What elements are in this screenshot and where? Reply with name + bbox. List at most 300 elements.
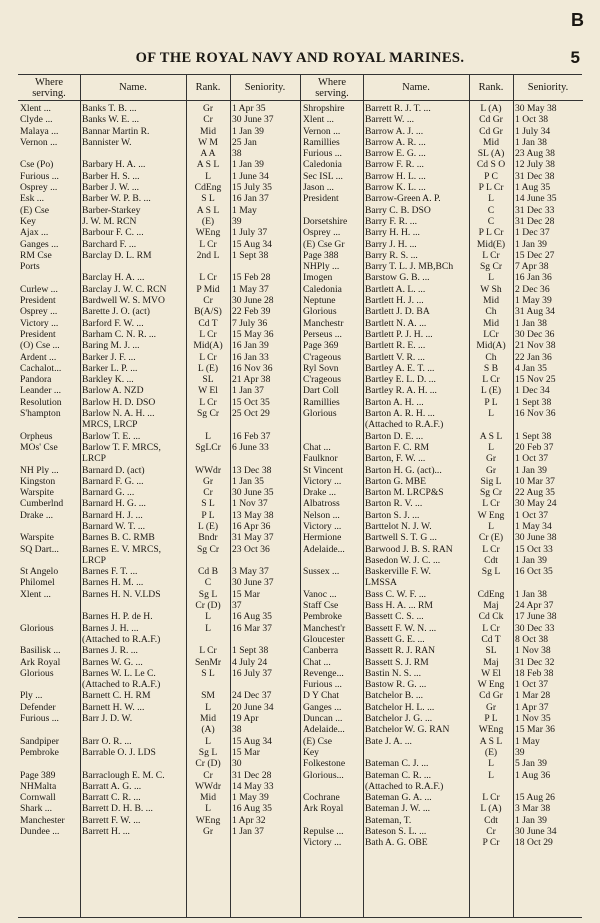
seniority-cell: 1 Dec 34 — [515, 385, 550, 397]
seniority-cell: 16 July 37 — [232, 667, 272, 679]
seniority-cell: 1 Jan 38 — [515, 588, 547, 600]
table-row — [301, 148, 583, 159]
rank-cell: W Eng — [477, 679, 505, 691]
rank-cell: Cr (E) — [478, 532, 504, 544]
seniority-cell: 30 June 37 — [232, 114, 274, 126]
name-cell: Barnes J. H. ... — [82, 622, 139, 634]
table-row — [301, 408, 583, 419]
where-serving-cell: Page 369 — [303, 340, 339, 352]
name-cell: Barrow E. G. ... — [365, 148, 426, 160]
where-serving-cell: Chat ... — [303, 656, 331, 668]
seniority-cell: 30 June 35 — [232, 487, 274, 499]
table-row — [301, 306, 583, 317]
where-serving-cell: Shropshire — [303, 103, 345, 114]
where-serving-cell: Osprey ... — [20, 306, 58, 318]
rank-cell: W El — [481, 667, 501, 679]
col-header-where: Where serving. — [18, 75, 80, 101]
seniority-cell: 1 May — [232, 204, 257, 216]
name-cell: Bateman C. J. ... — [365, 758, 429, 770]
table-row — [301, 182, 583, 193]
name-cell: Barrow K. L. ... — [365, 182, 426, 194]
rank-cell: S L — [201, 193, 215, 205]
table-row — [18, 205, 300, 216]
name-cell: Barstow G. B. ... — [365, 272, 430, 284]
where-serving-cell: Vernon ... — [303, 125, 341, 137]
where-serving-cell: NH Ply ... — [20, 464, 59, 476]
where-serving-cell: Vernon ... — [20, 136, 58, 148]
rank-cell: SM — [201, 690, 215, 702]
where-serving-cell: Furious ... — [20, 713, 59, 725]
rank-cell: Ch — [485, 306, 497, 318]
where-serving-cell: Ports — [20, 261, 40, 273]
name-cell: (Attached to R.A.F.) — [365, 419, 444, 431]
seniority-cell: 1 Jan 35 — [232, 475, 264, 487]
rank-cell: Sg L — [198, 746, 218, 758]
table-row — [301, 465, 583, 476]
name-cell: Bass H. A. ... RM — [365, 600, 433, 612]
name-cell: Barkley K. ... — [82, 374, 134, 386]
seniority-cell: 15 Oct 33 — [515, 543, 553, 555]
name-cell: Barry J. H. ... — [365, 238, 417, 250]
table-row — [18, 453, 300, 464]
where-serving-cell: Neptune — [303, 295, 336, 307]
seniority-cell: 16 Apr 36 — [232, 520, 271, 532]
seniority-cell: 39 — [232, 215, 242, 227]
name-cell: Barrett R. J. T. ... — [365, 103, 431, 114]
table-row — [301, 837, 583, 848]
table-row — [18, 261, 300, 272]
seniority-cell: 1 June 34 — [232, 170, 269, 182]
table-row — [18, 498, 300, 509]
rank-cell: L — [205, 611, 211, 623]
name-cell: Barnes H. P. de H. — [82, 611, 153, 623]
seniority-cell: 15 Aug 34 — [232, 238, 272, 250]
name-cell: Bastow R. G. ... — [365, 679, 427, 691]
col-header-rank: Rank. — [186, 75, 230, 101]
table-row — [301, 103, 583, 114]
rank-cell: Mid — [200, 125, 216, 137]
where-serving-cell: President — [303, 193, 339, 205]
seniority-cell: 30 Dec 36 — [515, 328, 555, 340]
rank-cell: Maj — [483, 656, 499, 668]
where-serving-cell: Repulse ... — [303, 826, 344, 837]
name-cell: Barrable O. J. LDS — [82, 746, 156, 758]
rank-cell: W Eng — [477, 509, 505, 521]
where-serving-cell: Cachalot... — [20, 362, 62, 374]
where-serving-cell: Glorious — [20, 622, 54, 634]
rank-cell: Ch — [485, 351, 497, 363]
name-cell: Batchelor H. L. ... — [365, 701, 435, 713]
name-cell: Barnes H. M. ... — [82, 577, 144, 589]
table-row — [301, 577, 583, 588]
table-row — [301, 419, 583, 430]
seniority-cell: 31 Dec 28 — [232, 769, 272, 781]
col-header-seniority: Seniority. — [230, 75, 300, 101]
where-serving-cell: Defender — [20, 701, 56, 713]
name-cell: Barnett H. W. ... — [82, 701, 145, 713]
rank-cell: L Cr — [199, 396, 217, 408]
name-cell: Bartley E. L. D. ... — [365, 374, 436, 386]
where-serving-cell: Basilisk ... — [20, 645, 61, 657]
where-serving-cell: Ply ... — [20, 690, 43, 702]
rank-cell: L (E) — [197, 520, 219, 532]
table-row — [301, 318, 583, 329]
seniority-cell: 1 May 39 — [515, 295, 552, 307]
table-row — [301, 442, 583, 453]
where-serving-cell: Folkestone — [303, 758, 346, 770]
seniority-cell: 15 Aug 34 — [232, 735, 272, 747]
rank-cell: S L — [201, 667, 215, 679]
table-row — [18, 645, 300, 656]
seniority-cell: 5 Jan 39 — [515, 758, 547, 770]
table-row — [301, 713, 583, 724]
table-row — [18, 239, 300, 250]
name-cell: Barette J. O. (act) — [82, 306, 150, 318]
name-cell: Barrow A. R. ... — [365, 136, 426, 148]
table-row — [301, 679, 583, 690]
table-row — [301, 374, 583, 385]
table-row — [301, 623, 583, 634]
where-serving-cell: Furious ... — [20, 170, 59, 182]
seniority-cell: 1 Jan 37 — [232, 385, 264, 397]
where-serving-cell: Drake ... — [303, 487, 337, 499]
col-header-rank: Rank. — [469, 75, 513, 101]
rank-cell: Cd Ck — [478, 611, 504, 623]
table-row — [301, 352, 583, 363]
seniority-cell: 13 May 38 — [232, 509, 274, 521]
name-cell: Barton A. H. ... — [365, 396, 424, 408]
rank-cell: Cr — [203, 769, 213, 781]
rank-cell: Mid — [483, 295, 499, 307]
rank-cell: W M — [198, 136, 218, 148]
where-serving-cell: Duncan ... — [303, 713, 343, 725]
table-row — [18, 148, 300, 159]
where-serving-cell: Ganges ... — [20, 238, 59, 250]
where-serving-cell: NHPly ... — [303, 261, 340, 273]
table-row — [18, 702, 300, 713]
name-cell: Barry H. H. ... — [365, 227, 420, 239]
name-cell: Barrow-Green A. P. — [365, 193, 441, 205]
rank-cell: Cd T — [198, 317, 218, 329]
seniority-cell: 1 Dec 37 — [515, 227, 550, 239]
rank-cell: Gr — [485, 701, 497, 713]
name-cell: Bastin N. S. ... — [365, 667, 421, 679]
seniority-cell: 30 June 38 — [515, 532, 557, 544]
name-cell: Bartwell S. T. G ... — [365, 532, 437, 544]
rank-cell: L — [488, 769, 494, 781]
table-row — [301, 295, 583, 306]
name-cell: LRCP — [82, 554, 106, 566]
table-row — [18, 600, 300, 611]
table-row — [301, 826, 583, 837]
table-row — [18, 182, 300, 193]
seniority-cell: 1 Jan 39 — [515, 814, 547, 826]
where-serving-cell: Caledonia — [303, 159, 342, 171]
table-row — [18, 431, 300, 442]
rank-cell: Gr — [202, 475, 214, 487]
seniority-cell: 2 Dec 36 — [515, 283, 550, 295]
rank-cell: Cr (D) — [195, 758, 221, 770]
table-row — [18, 589, 300, 600]
seniority-cell: 23 Oct 36 — [232, 543, 270, 555]
where-serving-cell: St Angelo — [20, 566, 59, 578]
seniority-cell: 1 Sept 38 — [232, 645, 269, 657]
name-cell: Bannar Martin R. — [82, 125, 150, 137]
rank-cell: B(A/S) — [194, 306, 222, 318]
table-row — [301, 532, 583, 543]
where-serving-cell: St Vincent — [303, 464, 344, 476]
rank-cell: P Mid — [196, 283, 220, 295]
name-cell: (Attached to R.A.F.) — [82, 633, 161, 645]
seniority-cell: 1 Jan 37 — [232, 826, 264, 837]
where-serving-cell: Clyde ... — [20, 114, 53, 126]
rank-cell: W El — [198, 385, 218, 397]
rank-cell: S B — [483, 362, 499, 374]
table-row — [301, 171, 583, 182]
rank-cell: L Cr — [482, 374, 500, 386]
name-cell: Barry T. L. J. MB,BCh — [365, 261, 454, 273]
seniority-cell: 30 May 24 — [515, 498, 557, 510]
table-row — [301, 431, 583, 442]
table-row — [18, 758, 300, 769]
where-serving-cell: Pembroke — [303, 611, 342, 623]
where-serving-cell: Perseus ... — [303, 328, 342, 340]
name-cell: Barr J. D. W. — [82, 713, 133, 725]
where-serving-cell: Malaya ... — [20, 125, 59, 137]
seniority-cell: 1 Sept 38 — [515, 396, 552, 408]
name-cell: Barton F. C. RM — [365, 441, 429, 453]
table-row — [18, 566, 300, 577]
seniority-cell: 15 Mar — [232, 588, 260, 600]
seniority-cell: 16 Oct 35 — [515, 566, 553, 578]
table-row — [18, 216, 300, 227]
table-row — [18, 284, 300, 295]
where-serving-cell: Warspite — [20, 487, 54, 499]
rank-cell: P L Cr — [478, 227, 504, 239]
seniority-cell: 4 Jan 35 — [515, 362, 547, 374]
rank-cell: Gr — [202, 826, 214, 837]
seniority-cell: 7 Apr 38 — [515, 261, 549, 273]
seniority-cell: 30 — [232, 758, 242, 770]
rank-cell: L Cr — [482, 249, 500, 261]
table-row — [18, 668, 300, 679]
table-row — [301, 114, 583, 125]
seniority-cell: 1 Oct 37 — [515, 509, 549, 521]
table-row — [301, 239, 583, 250]
table-row — [301, 193, 583, 204]
name-cell: LRCP — [82, 453, 106, 465]
where-serving-cell: Resolution — [20, 396, 62, 408]
table-row — [18, 137, 300, 148]
rank-cell: Maj — [483, 600, 499, 612]
table-row — [18, 679, 300, 690]
rank-cell: Sg Cr — [479, 261, 503, 273]
rank-cell: A A — [200, 148, 216, 160]
seniority-cell: 1 Jan 39 — [515, 238, 547, 250]
where-serving-cell: Osprey ... — [303, 227, 341, 239]
rank-cell: Mid(A) — [476, 340, 506, 352]
table-row — [18, 815, 300, 826]
name-cell: Barlow N. A. H. ... — [82, 408, 155, 420]
table-row — [18, 521, 300, 532]
seniority-cell: 17 June 38 — [515, 611, 557, 623]
rank-cell: Cd S O — [476, 159, 506, 171]
rank-cell: Bndr — [198, 532, 218, 544]
rank-cell: L — [205, 735, 211, 747]
name-cell: Barratt A. G. ... — [82, 780, 142, 792]
name-cell: Barclay J. W. C. RCN — [82, 283, 167, 295]
seniority-cell: 1 Apr 37 — [515, 701, 549, 713]
where-serving-cell: Chat ... — [303, 441, 331, 453]
rank-cell: Cr (D) — [195, 600, 221, 612]
seniority-cell: 6 June 33 — [232, 441, 269, 453]
where-serving-cell: Cumberlnd — [20, 498, 64, 510]
name-cell: Bartlett N. A. ... — [365, 317, 427, 329]
rank-cell: L — [488, 408, 494, 420]
rank-cell: L — [205, 170, 211, 182]
name-cell: Barlow A. NZD — [82, 385, 144, 397]
name-cell: Bassett F. W. N. ... — [365, 622, 437, 634]
rank-cell: L Cr — [199, 272, 217, 284]
table-row — [301, 272, 583, 283]
table-row — [18, 171, 300, 182]
where-serving-cell: Victory ... — [20, 317, 59, 329]
table-row — [18, 532, 300, 543]
seniority-cell: 10 Mar 37 — [515, 475, 555, 487]
name-cell: Banks W. E. ... — [82, 114, 140, 126]
name-cell: Barrett W. ... — [365, 114, 415, 126]
rank-cell: CdEng — [194, 182, 222, 194]
table-row — [301, 137, 583, 148]
name-cell: Barnes W. L. Le C. — [82, 667, 156, 679]
where-serving-cell: Canberra — [303, 645, 339, 657]
seniority-cell: 8 Oct 38 — [515, 633, 549, 645]
name-cell: Barber H. S. ... — [82, 170, 140, 182]
where-serving-cell: Manchester — [20, 814, 65, 826]
where-serving-cell: Cse (Po) — [20, 159, 54, 171]
seniority-cell: 1 Apr 32 — [232, 814, 266, 826]
rank-cell: S L — [201, 498, 215, 510]
rank-cell: SL — [485, 645, 497, 657]
name-cell: Barnard D. (act) — [82, 464, 145, 476]
seniority-cell: 15 Nov 25 — [515, 374, 556, 386]
seniority-cell: 16 Jan 39 — [232, 340, 269, 352]
seniority-cell: 1 Jan 39 — [515, 554, 547, 566]
rank-cell: WWdr — [194, 464, 222, 476]
table-row — [18, 611, 300, 622]
where-serving-cell: Shark ... — [20, 803, 52, 815]
table-row — [18, 792, 300, 803]
where-serving-cell: Ardent ... — [20, 351, 57, 363]
table-row — [18, 555, 300, 566]
name-cell: Bartlett J. D. BA — [365, 306, 430, 318]
rank-cell: WWdr — [194, 780, 222, 792]
seniority-cell: 4 July 24 — [232, 656, 268, 668]
where-serving-cell: Xlent ... — [303, 114, 334, 126]
seniority-cell: 15 Dec 27 — [515, 249, 555, 261]
seniority-cell: 1 May 37 — [232, 283, 269, 295]
table-row — [18, 318, 300, 329]
table-row — [301, 724, 583, 735]
name-cell: Barker L. P. ... — [82, 362, 138, 374]
rank-cell: Sg Cr — [479, 487, 503, 499]
table-row — [301, 747, 583, 758]
table-row — [301, 284, 583, 295]
seniority-cell: 1 May 34 — [515, 520, 552, 532]
seniority-cell: 18 Feb 38 — [515, 667, 554, 679]
seniority-cell: 14 May 33 — [232, 780, 274, 792]
rank-cell: L — [488, 441, 494, 453]
table-row — [301, 453, 583, 464]
seniority-cell: 23 Aug 38 — [515, 148, 555, 160]
table-row — [18, 690, 300, 701]
rank-cell: C — [204, 577, 212, 589]
where-serving-cell: Albatross — [303, 498, 340, 510]
seniority-cell: 30 June 37 — [232, 577, 274, 589]
right-rows — [301, 103, 583, 849]
name-cell: Barlow H. D. DSO — [82, 396, 156, 408]
rank-cell: L (A) — [480, 103, 502, 114]
table-row — [301, 385, 583, 396]
seniority-cell: 15 May 36 — [232, 328, 274, 340]
seniority-cell: 3 May 37 — [232, 566, 269, 578]
table-row — [301, 566, 583, 577]
rank-cell: Mid — [483, 317, 499, 329]
table-row — [301, 702, 583, 713]
table-row — [301, 476, 583, 487]
name-cell: Barclay D. L. RM — [82, 249, 152, 261]
name-cell: Barr O. R. ... — [82, 735, 132, 747]
seniority-cell: 1 Aug 36 — [515, 769, 551, 781]
table-row — [301, 340, 583, 351]
where-serving-cell: Xlent ... — [20, 103, 51, 114]
table-row — [18, 126, 300, 137]
table-row — [18, 385, 300, 396]
name-cell: Basedon W. J. C. ... — [365, 554, 441, 566]
seniority-cell: 31 Dec 33 — [515, 204, 555, 216]
table-row — [301, 250, 583, 261]
table-row — [18, 419, 300, 430]
where-serving-cell: Victory ... — [303, 475, 342, 487]
rank-cell: P C — [484, 170, 498, 182]
rank-cell: L Cr — [482, 622, 500, 634]
rank-cell: CdEng — [477, 588, 505, 600]
table-row — [301, 758, 583, 769]
seniority-cell: 31 Dec 38 — [515, 170, 555, 182]
name-cell: Barnes H. N. V.LDS — [82, 588, 161, 600]
where-serving-cell: Jason ... — [303, 182, 334, 194]
name-cell: Barbour F. C. ... — [82, 227, 144, 239]
where-serving-cell: Leander ... — [20, 385, 62, 397]
where-serving-cell: Imogen — [303, 272, 333, 284]
rank-cell: P L — [201, 509, 215, 521]
page-number: 5 — [570, 48, 580, 67]
rank-cell: Cd Gr — [479, 114, 503, 126]
where-serving-cell: President — [20, 295, 56, 307]
rank-cell: Gr — [202, 103, 214, 114]
table-row — [18, 510, 300, 521]
table-row — [18, 747, 300, 758]
name-cell: Barrett H. ... — [82, 826, 130, 837]
rank-cell: Sg L — [198, 588, 218, 600]
rank-cell: L Cr — [482, 498, 500, 510]
name-cell: Bath A. G. OBE — [365, 837, 428, 849]
where-serving-cell: Manchest'r — [303, 622, 346, 634]
seniority-cell: 16 Nov 36 — [515, 408, 556, 420]
rank-cell: Mid(E) — [476, 238, 506, 250]
name-cell: Banks T. B. ... — [82, 103, 137, 114]
left-rows — [18, 103, 300, 837]
